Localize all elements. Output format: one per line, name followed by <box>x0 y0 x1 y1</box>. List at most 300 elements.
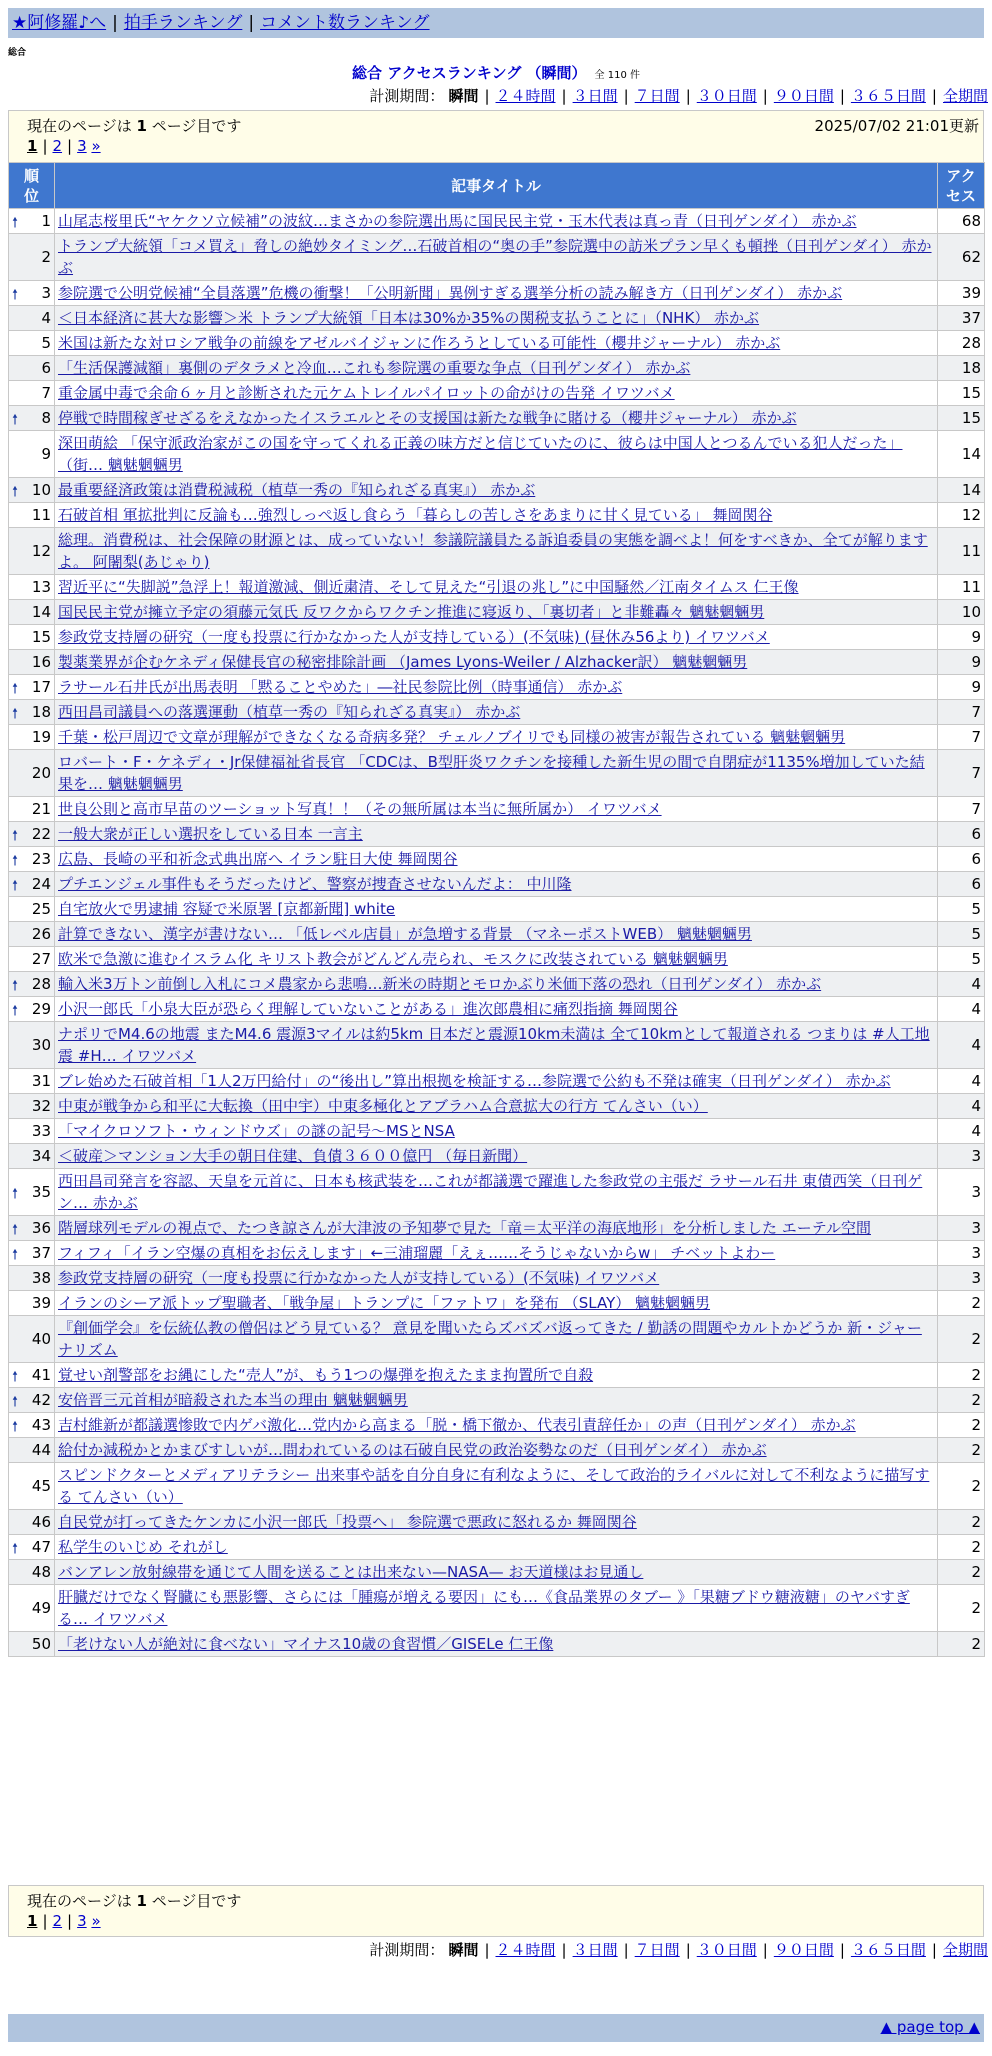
access-count: 2 <box>938 1535 985 1560</box>
period-option-link[interactable]: ３０日間 <box>696 87 757 105</box>
rank-number: 2 <box>41 248 51 266</box>
table-header-row <box>9 163 985 209</box>
top-nav-links <box>12 12 430 34</box>
rank-number: 1 <box>41 212 51 230</box>
rank-number: 32 <box>31 1097 51 1115</box>
rank-cell <box>9 1266 55 1291</box>
article-link[interactable]: 製薬業界が企むケネディ保健長官の秘密排除計画 （James Lyons-Weiler / Alzhacker訳） 魑魅魍魎男 <box>58 653 748 671</box>
table-row <box>9 1560 985 1585</box>
period-option-link[interactable]: ７日間 <box>634 1941 680 1959</box>
article-link[interactable]: バンアレン放射線帯を通じて人間を送ることは出来ない—NASA— お天道様はお見通し <box>58 1563 644 1581</box>
rank-number: 21 <box>31 800 51 818</box>
rank-cell <box>9 822 55 847</box>
rank-number: 35 <box>31 1183 51 1201</box>
rank-cell <box>9 1069 55 1094</box>
comment-ranking-link[interactable]: コメント数ランキング <box>260 13 430 33</box>
up-arrow-icon: 🠕 <box>12 484 19 500</box>
table-row <box>9 650 985 675</box>
title-cell <box>55 1022 938 1069</box>
up-arrow-icon: 🠕 <box>12 681 19 697</box>
table-row <box>9 872 985 897</box>
article-link[interactable]: 石破首相 軍拡批判に反論も…強烈しっぺ返し食らう「暮らしの苦しさをあまりに甘く見ている」 舞岡関谷 <box>58 506 773 524</box>
period-separator: | <box>762 87 768 105</box>
table-row <box>9 600 985 625</box>
nav-separator: | <box>112 13 118 33</box>
title-cell <box>55 1266 938 1291</box>
title-cell <box>55 528 938 575</box>
rank-number: 23 <box>31 850 51 868</box>
rank-number: 28 <box>31 975 51 993</box>
article-link[interactable]: 重金属中毒で余命６ヶ月と診断された元ケムトレイルパイロットの命がけの告発 イワツバメ <box>58 384 675 402</box>
rank-cell <box>9 1169 55 1216</box>
rank-number: 3 <box>41 284 51 302</box>
title-cell <box>55 897 938 922</box>
article-link[interactable]: 世良公則と高市早苗のツーショット写真！！（その無所属は本当に無所属か） イワツバメ <box>58 800 662 818</box>
article-link[interactable]: 最重要経済政策は消費税減税（植草一秀の『知られざる真実』） 赤かぶ <box>58 481 536 499</box>
table-row <box>9 1510 985 1535</box>
title-cell <box>55 750 938 797</box>
rank-cell <box>9 478 55 503</box>
rank-number: 27 <box>31 950 51 968</box>
rank-cell <box>9 947 55 972</box>
page-title-text: 総合 アクセスランキング （瞬間） <box>352 64 587 82</box>
rank-number: 19 <box>31 728 51 746</box>
next-page-link[interactable]: » <box>91 1912 101 1930</box>
article-link[interactable]: 『創価学会』を伝統仏教の僧侶はどう見ている？ 意見を聞いたらズバズバ返ってきた / 勤誘の問題やカルトかどうか 新・ジャーナリズム <box>58 1319 922 1359</box>
period-label: 計測期間： <box>369 1941 445 1959</box>
period-separator: | <box>839 1941 845 1959</box>
article-link[interactable]: 西田昌司議員への落選運動（植草一秀の『知られざる真実』） 赤かぶ <box>58 703 521 721</box>
up-arrow-icon: 🠕 <box>12 287 19 303</box>
title-cell <box>55 1069 938 1094</box>
page-top-link[interactable]: ▲ page top ▲ <box>880 2018 980 2036</box>
title-cell <box>55 947 938 972</box>
access-count: 14 <box>938 478 985 503</box>
article-link[interactable]: 欧米で急激に進むイスラム化 キリスト教会がどんどん売られ、モスクに改装されている 魑魅魍魎男 <box>58 950 728 968</box>
article-link[interactable]: 一般大衆が正しい選択をしている日本 一言主 <box>58 825 363 843</box>
rank-cell <box>9 575 55 600</box>
up-arrow-icon: 🠕 <box>12 1369 19 1385</box>
rank-header: 順 位 <box>9 163 55 209</box>
title-cell <box>55 1463 938 1510</box>
page-links <box>27 1912 101 1930</box>
title-cell <box>55 1632 938 1657</box>
rank-cell <box>9 331 55 356</box>
article-link[interactable]: 「生活保護減額」裏側のデタラメと冷血…これも参院選の重要な争点（日刊ゲンダイ） 赤かぶ <box>58 359 691 377</box>
title-cell <box>55 1363 938 1388</box>
up-arrow-icon: 🠕 <box>12 1394 19 1410</box>
rank-number: 20 <box>31 764 51 782</box>
rank-number: 43 <box>31 1416 51 1434</box>
rank-cell <box>9 1413 55 1438</box>
title-cell <box>55 600 938 625</box>
page-link[interactable]: 3 <box>77 1912 87 1930</box>
current-page: 1 <box>27 137 38 155</box>
rank-number: 18 <box>31 703 51 721</box>
title-cell <box>55 1241 938 1266</box>
article-link[interactable]: ＜破産＞マンション大手の朝日住建、負債３６００億円 （毎日新聞） <box>58 1147 528 1165</box>
table-row <box>9 1266 985 1291</box>
period-separator: | <box>623 87 629 105</box>
title-cell <box>55 922 938 947</box>
table-row <box>9 1094 985 1119</box>
title-cell <box>55 1510 938 1535</box>
rank-number: 48 <box>31 1563 51 1581</box>
article-link[interactable]: 階層球列モデルの視点で、たつき諒さんが大津波の予知夢で見た「竜＝太平洋の海底地形」を分析しました エーテル空間 <box>58 1219 871 1237</box>
article-link[interactable]: 給付か減税かとかまびすしいが…問われているのは石破自民党の政治姿勢なのだ（日刊ゲンダイ） 赤かぶ <box>58 1441 767 1459</box>
rank-cell <box>9 1144 55 1169</box>
table-row <box>9 306 985 331</box>
article-link[interactable]: 国民民主党が擁立予定の須藤元気氏 反ワクからワクチン推進に寝返り、「裏切者」と非難轟々 魑魅魍魎男 <box>58 603 765 621</box>
page-separator: | <box>67 1912 73 1930</box>
rank-cell <box>9 356 55 381</box>
access-count: 7 <box>938 700 985 725</box>
article-link[interactable]: 覚せい剤警部をお縄にした“売人”が、もう1つの爆弾を抱えたまま拘置所で自殺 <box>58 1366 594 1384</box>
table-row <box>9 625 985 650</box>
rank-number: 16 <box>31 653 51 671</box>
rank-number: 13 <box>31 578 51 596</box>
period-separator: | <box>685 87 691 105</box>
page-title <box>0 62 992 83</box>
table-row <box>9 1119 985 1144</box>
article-link[interactable]: イランのシーア派トップ聖職者、「戦争屋」トランプに「ファトワ」を発布 （SLAY） 魑魅魍魎男 <box>58 1294 711 1312</box>
table-row <box>9 209 985 234</box>
up-arrow-icon: 🠕 <box>12 706 19 722</box>
pager-box-bottom <box>8 1885 984 1937</box>
title-cell <box>55 822 938 847</box>
title-cell <box>55 331 938 356</box>
nav-separator: | <box>248 13 255 33</box>
page-links <box>27 137 101 155</box>
article-link[interactable]: プチエンジェル事件もそうだったけど、警察が捜査させないんだよ： 中川隆 <box>58 875 572 893</box>
access-count: 4 <box>938 1022 985 1069</box>
table-row <box>9 503 985 528</box>
title-cell <box>55 872 938 897</box>
article-link[interactable]: トランプ大統領「コメ買え」脅しの絶妙タイミング…石破首相の“奥の手”参院選中の訪米プラン早くも頓挫（日刊ゲンダイ） 赤かぶ <box>58 237 932 277</box>
rank-number: 6 <box>41 359 51 377</box>
title-header: 記事タイトル <box>55 163 938 209</box>
article-link[interactable]: 広島、長崎の平和祈念式典出席へ イラン駐日大使 舞岡関谷 <box>58 850 458 868</box>
rank-cell <box>9 1022 55 1069</box>
table-row <box>9 281 985 306</box>
access-count: 6 <box>938 847 985 872</box>
up-arrow-icon: 🠕 <box>12 1186 19 1202</box>
rank-cell <box>9 1363 55 1388</box>
article-link[interactable]: 習近平に“失脚説”急浮上！報道激減、側近粛清、そして見えた“引退の兆し”に中国騒然／江南タイムス 仁王像 <box>58 578 799 596</box>
access-count: 11 <box>938 575 985 600</box>
title-cell <box>55 406 938 431</box>
page-status <box>27 1890 241 1911</box>
rank-number: 17 <box>31 678 51 696</box>
rank-cell <box>9 406 55 431</box>
rank-cell <box>9 1585 55 1632</box>
access-count: 2 <box>938 1291 985 1316</box>
article-link[interactable]: 参政党支持層の研究（一度も投票に行かなかった人が支持している）(不気味) (昼休み56より) イワツバメ <box>58 628 770 646</box>
rank-number: 30 <box>31 1036 51 1054</box>
article-link[interactable]: 参政党支持層の研究（一度も投票に行かなかった人が支持している）(不気味) イワツバメ <box>58 1269 660 1287</box>
rank-cell <box>9 209 55 234</box>
up-arrow-icon: 🠕 <box>12 978 19 994</box>
period-separator: | <box>931 87 937 105</box>
access-count: 3 <box>938 1216 985 1241</box>
title-cell <box>55 1119 938 1144</box>
article-link[interactable]: 山尾志桜里氏“ヤケクソ立候補”の波紋…まさかの参院選出馬に国民民主党・玉木代表は真っ青（日刊ゲンダイ） 赤かぶ <box>58 212 857 230</box>
rank-cell <box>9 1094 55 1119</box>
table-row <box>9 478 985 503</box>
rank-number: 9 <box>41 445 51 463</box>
article-link[interactable]: ブレ始めた石破首相「1人2万円給付」の“後出し”算出根拠を検証する…参院選で公約も不発は確実（日刊ゲンダイ） 赤かぶ <box>58 1072 891 1090</box>
table-row <box>9 1413 985 1438</box>
article-link[interactable]: 肝臓だけでなく腎臓にも悪影響、さらには「腫瘍が増える要因」にも…《食品業界のタブー 》「果糖ブドウ糖液糖」のヤバすぎる… イワツバメ <box>58 1588 910 1628</box>
rank-number: 11 <box>31 506 51 524</box>
rank-cell <box>9 922 55 947</box>
article-link[interactable]: ロバート・F・ケネディ・Jr保健福祉省長官 「CDCは、B型肝炎ワクチンを接種した新生児の間で自閉症が1135%増加していた結果を… 魑魅魍魎男 <box>58 753 925 793</box>
current-page: 1 <box>27 1912 38 1930</box>
rank-number: 40 <box>31 1330 51 1348</box>
table-row <box>9 234 985 281</box>
page-separator: | <box>42 1912 48 1930</box>
table-row <box>9 750 985 797</box>
period-separator: | <box>685 1941 691 1959</box>
rank-cell <box>9 1510 55 1535</box>
title-cell <box>55 356 938 381</box>
access-count: 10 <box>938 600 985 625</box>
article-link[interactable]: 安倍晋三元首相が暗殺された本当の理由 魑魅魍魎男 <box>58 1391 408 1409</box>
rank-cell <box>9 381 55 406</box>
period-option-link[interactable]: 全期間 <box>942 87 988 105</box>
table-row <box>9 1169 985 1216</box>
title-cell <box>55 234 938 281</box>
title-cell <box>55 675 938 700</box>
rank-cell <box>9 700 55 725</box>
table-row <box>9 997 985 1022</box>
table-row <box>9 847 985 872</box>
page-status <box>27 115 241 136</box>
rank-number: 12 <box>31 542 51 560</box>
page-separator: | <box>42 137 48 155</box>
article-link[interactable]: 吉村維新が都議選惨敗で内ゲバ激化…党内から高まる「脱・橋下徹か、代表引責辞任か」の声（日刊ゲンダイ） 赤かぶ <box>58 1416 856 1434</box>
page-separator: | <box>67 137 73 155</box>
rank-number: 44 <box>31 1441 51 1459</box>
article-link[interactable]: 計算できない、漢字が書けない… 「低レベル店員」が急増する背景 （マネーポストWEB） 魑魅魍魎男 <box>58 925 752 943</box>
period-option-link[interactable]: ９０日間 <box>773 87 834 105</box>
article-link[interactable]: 自民党が打ってきたケンカに小沢一郎氏「投票へ」 参院選で悪政に怒れるか 舞岡関谷 <box>58 1513 637 1531</box>
article-link[interactable]: ナポリでM4.6の地震 またM4.6 震源3マイルは約5km 日本だと震源10km未満は 全て10kmとして報道される つまりは #人工地震 #H… イワツバメ <box>58 1025 930 1065</box>
article-link[interactable]: 輸入米3万トン前倒し入札にコメ農家から悲鳴…新米の時期とモロかぶり米価下落の恐れ（日刊ゲンダイ） 赤かぶ <box>58 975 822 993</box>
rank-cell <box>9 306 55 331</box>
table-row <box>9 528 985 575</box>
rank-number: 26 <box>31 925 51 943</box>
article-link[interactable]: 総理。消費税は、社会保障の財源とは、成っていない！参議院議員たる訴追委員の実態を調べよ！何をすべきか、全てが解りますよ。 阿闍梨(あじゃり) <box>58 531 928 571</box>
rank-number: 8 <box>41 409 51 427</box>
up-arrow-icon: 🠕 <box>12 215 19 231</box>
article-link[interactable]: 「マイクロソフト・ウィンドウズ」の謎の記号～MSとNSA <box>58 1122 455 1140</box>
up-arrow-icon: 🠕 <box>12 878 19 894</box>
article-link[interactable]: 「老けない人が絶対に食べない」マイナス10歳の食習慣／GISELe 仁王像 <box>58 1635 554 1653</box>
period-option-link[interactable]: ３０日間 <box>696 1941 757 1959</box>
rank-number: 15 <box>31 628 51 646</box>
rank-number: 7 <box>41 384 51 402</box>
period-separator: | <box>561 1941 567 1959</box>
access-count: 3 <box>938 1266 985 1291</box>
access-count: 5 <box>938 922 985 947</box>
title-cell <box>55 1585 938 1632</box>
access-count: 2 <box>938 1560 985 1585</box>
rank-number: 4 <box>41 309 51 327</box>
period-separator: | <box>561 87 567 105</box>
rank-number: 25 <box>31 900 51 918</box>
title-cell <box>55 997 938 1022</box>
period-option-link[interactable]: ２４時間 <box>495 87 556 105</box>
period-option-link[interactable]: ３日間 <box>572 1941 618 1959</box>
access-count: 4 <box>938 1094 985 1119</box>
rank-cell <box>9 281 55 306</box>
title-cell <box>55 1094 938 1119</box>
access-count: 2 <box>938 1413 985 1438</box>
article-link[interactable]: 深田萌絵 「保守派政治家がこの国を守ってくれる正義の味方だと信じていたのに、彼らは中国人とつるんでいる犯人だった」（街… 魑魅魍魎男 <box>58 434 903 474</box>
rank-cell <box>9 897 55 922</box>
rank-number: 29 <box>31 1000 51 1018</box>
period-option-link[interactable]: 全期間 <box>942 1941 988 1959</box>
rank-cell <box>9 1119 55 1144</box>
access-count: 4 <box>938 997 985 1022</box>
table-row <box>9 331 985 356</box>
article-link[interactable]: 米国は新たな対ロシア戦争の前線をアゼルバイジャンに作ろうとしている可能性（櫻井ジャーナル） 赤かぶ <box>58 334 781 352</box>
access-count: 2 <box>938 1632 985 1657</box>
rank-cell <box>9 797 55 822</box>
article-link[interactable]: ラサール石井氏が出馬表明 「黙ることやめた」―社民参院比例（時事通信） 赤かぶ <box>58 678 623 696</box>
rank-cell <box>9 725 55 750</box>
access-count: 39 <box>938 281 985 306</box>
rank-number: 5 <box>41 334 51 352</box>
title-cell <box>55 1144 938 1169</box>
title-cell <box>55 972 938 997</box>
article-link[interactable]: ＜日本経済に甚大な影響＞米 トランプ大統領「日本は30%か35%の関税支払うことに」（NHK） 赤かぶ <box>58 309 760 327</box>
page-link[interactable]: 2 <box>52 137 63 155</box>
article-link[interactable]: スピンドクターとメディアリテラシー 出来事や話を自分自身に有利なように、そして政治的ライバルに対して不利なように描写する てんさい（い） <box>58 1466 930 1506</box>
rank-cell <box>9 431 55 478</box>
title-cell <box>55 1316 938 1363</box>
title-cell <box>55 1413 938 1438</box>
rank-number: 37 <box>31 1244 51 1262</box>
rank-number: 46 <box>31 1513 51 1531</box>
period-option-link[interactable]: ３６５日間 <box>850 87 926 105</box>
access-count: 7 <box>938 797 985 822</box>
access-count: 11 <box>938 528 985 575</box>
rank-number: 49 <box>31 1599 51 1617</box>
title-cell <box>55 381 938 406</box>
table-row <box>9 1291 985 1316</box>
rank-cell <box>9 1388 55 1413</box>
applause-ranking-link[interactable]: 拍手ランキング <box>123 13 243 33</box>
rank-cell <box>9 625 55 650</box>
table-row <box>9 822 985 847</box>
rank-number: 10 <box>31 481 51 499</box>
table-row <box>9 356 985 381</box>
rank-cell <box>9 1316 55 1363</box>
table-row <box>9 947 985 972</box>
period-option-link[interactable]: ３６５日間 <box>850 1941 926 1959</box>
access-count: 7 <box>938 725 985 750</box>
rank-cell <box>9 675 55 700</box>
footer-bar <box>8 2014 984 2042</box>
rank-cell <box>9 234 55 281</box>
table-row <box>9 406 985 431</box>
access-count: 12 <box>938 503 985 528</box>
period-option-link[interactable]: ９０日間 <box>773 1941 834 1959</box>
rank-cell <box>9 1291 55 1316</box>
period-label: 計測期間： <box>369 87 445 105</box>
rank-cell <box>9 1216 55 1241</box>
article-link[interactable]: 小沢一郎氏「小泉大臣が恐らく理解していないことがある」進次郎農相に痛烈指摘 舞岡関谷 <box>58 1000 678 1018</box>
rank-number: 33 <box>31 1122 51 1140</box>
access-count: 2 <box>938 1438 985 1463</box>
table-row <box>9 575 985 600</box>
title-cell <box>55 281 938 306</box>
title-cell <box>55 1216 938 1241</box>
period-option-link[interactable]: ２４時間 <box>495 1941 556 1959</box>
period-separator: | <box>484 1941 490 1959</box>
rank-number: 31 <box>31 1072 51 1090</box>
rank-number: 38 <box>31 1269 51 1287</box>
period-option-link[interactable]: ３日間 <box>572 87 618 105</box>
access-count: 2 <box>938 1510 985 1535</box>
up-arrow-icon: 🠕 <box>12 853 19 869</box>
rank-number: 47 <box>31 1538 51 1556</box>
home-link[interactable]: ★阿修羅♪へ <box>12 13 107 33</box>
article-link[interactable]: 千葉・松戸周辺で文章が理解ができなくなる奇病多発？ チェルノブイリでも同様の被害が報告されている 魑魅魍魎男 <box>58 728 846 746</box>
article-link[interactable]: 参院選で公明党候補“全員落選”危機の衝撃！「公明新聞」異例すぎる選挙分析の読み解き方（日刊ゲンダイ） 赤かぶ <box>58 284 843 302</box>
up-arrow-icon: 🠕 <box>12 1541 19 1557</box>
rank-number: 22 <box>31 825 51 843</box>
access-count: 15 <box>938 406 985 431</box>
rank-cell <box>9 1438 55 1463</box>
article-link[interactable]: 私学生のいじめ それがし <box>58 1538 228 1556</box>
access-count: 62 <box>938 234 985 281</box>
rank-number: 45 <box>31 1477 51 1495</box>
page-link[interactable]: 3 <box>77 137 87 155</box>
rank-number: 39 <box>31 1294 51 1312</box>
period-separator: | <box>839 87 845 105</box>
article-link[interactable]: フィフィ「イラン空爆の真相をお伝えします」←三浦瑠麗「えぇ……そうじゃないからw」 チベットよわー <box>58 1244 776 1262</box>
next-page-link[interactable]: » <box>91 137 101 155</box>
article-link[interactable]: 西田昌司発言を容認、天皇を元首に、日本も核武装を…これが都議選で躍進した参政党の主張だ ラサール石井 東債西笑（日刊ゲン… 赤かぶ <box>58 1172 923 1212</box>
table-row <box>9 1022 985 1069</box>
period-separator: | <box>931 1941 937 1959</box>
page-link[interactable]: 2 <box>52 1912 63 1930</box>
title-cell <box>55 209 938 234</box>
up-arrow-icon: 🠕 <box>12 1003 19 1019</box>
table-row <box>9 675 985 700</box>
rank-cell <box>9 1560 55 1585</box>
table-row <box>9 700 985 725</box>
title-cell <box>55 1169 938 1216</box>
article-link[interactable]: 中東が戦争から和平に大転換（田中宇）中東多極化とアブラハム合意拡大の行方 てんさい（い） <box>58 1097 708 1115</box>
article-link[interactable]: 停戦で時間稼ぎせざるをえなかったイスラエルとその支援国は新たな戦争に賭ける（櫻井ジャーナル） 赤かぶ <box>58 409 797 427</box>
table-row <box>9 381 985 406</box>
table-row <box>9 972 985 997</box>
period-option-link[interactable]: ７日間 <box>634 87 680 105</box>
title-cell <box>55 575 938 600</box>
rank-number: 34 <box>31 1147 51 1165</box>
up-arrow-icon: 🠕 <box>12 1247 19 1263</box>
title-cell <box>55 306 938 331</box>
access-count: 6 <box>938 822 985 847</box>
title-cell <box>55 1560 938 1585</box>
access-count: 37 <box>938 306 985 331</box>
access-count: 3 <box>938 1144 985 1169</box>
article-link[interactable]: 自宅放火で男逮捕 容疑で米原署 [京都新聞] white <box>58 900 396 918</box>
